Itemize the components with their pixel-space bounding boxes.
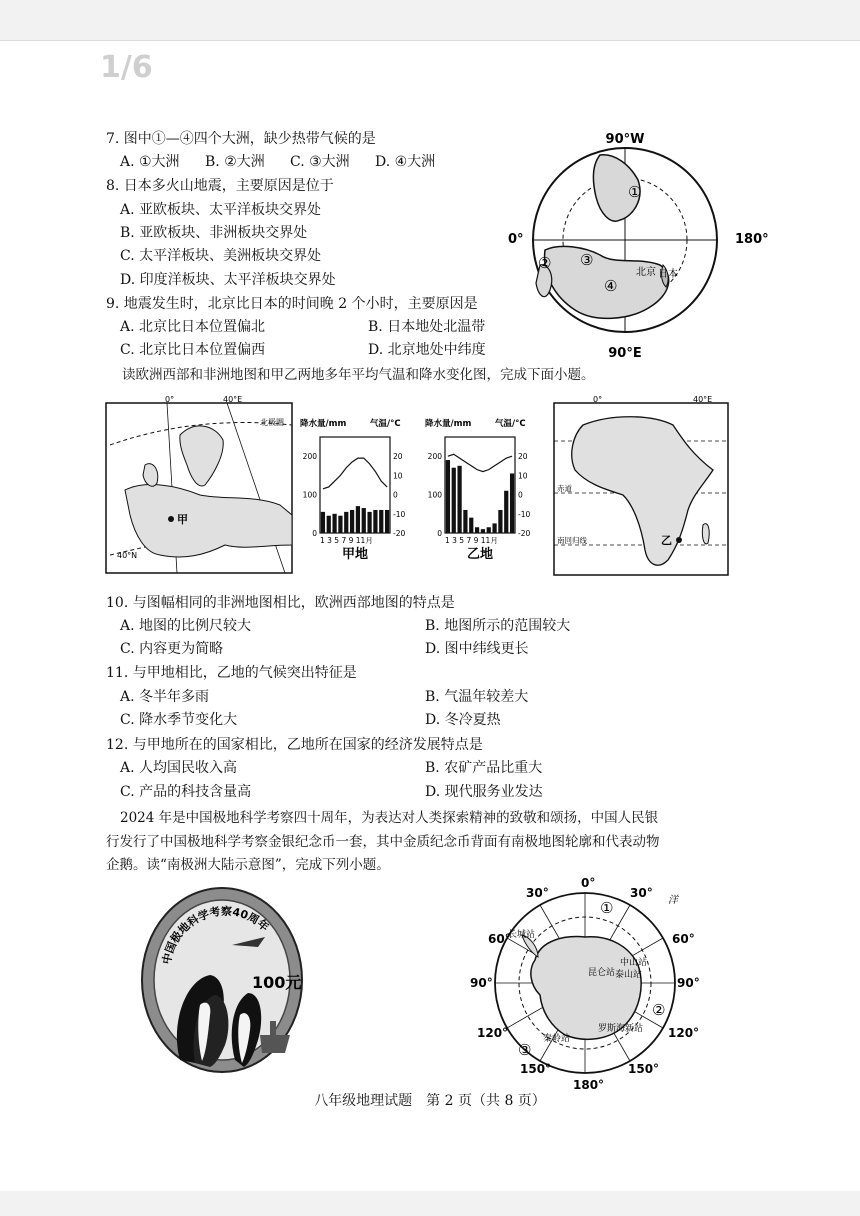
climate_jia-temp-tick: 20	[393, 452, 403, 462]
ant-deg-90w: 90°	[470, 976, 493, 990]
jia-temp-axis-label: 气温/°C	[370, 419, 401, 429]
climate_yi-temp-tick: 10	[518, 471, 528, 481]
climate_jia-precip-bar	[338, 516, 342, 533]
question-10-option-d: D. 图中纬线更长	[425, 641, 529, 657]
ant-deg-120w: 120°	[477, 1026, 509, 1040]
climate_yi-precip-bar	[469, 518, 473, 533]
climate_jia-temp-tick: -20	[393, 529, 406, 538]
question-11-option-a: A. 冬半年多雨	[120, 689, 210, 705]
question-7-stem: 7. 图中①—④四个大洲，缺少热带气候的是	[106, 131, 376, 147]
africa-lon-0: 0°	[593, 395, 603, 404]
africa-lon-40: 40°E	[693, 395, 713, 404]
polar-label-top: 90°W	[605, 132, 645, 147]
antarctica-map	[470, 875, 705, 1092]
page-indicator: 1/6	[100, 50, 153, 85]
climate_jia-precip-tick: 0	[312, 529, 317, 538]
europe-lon-0: 0°	[165, 395, 175, 404]
climate_yi-precip-tick: 200	[427, 452, 442, 462]
question-10-option-a: A. 地图的比例尺较大	[120, 618, 252, 634]
ant-deg-120e: 120°	[668, 1026, 700, 1040]
ant-taishan-station: 泰山站	[615, 970, 643, 980]
polar-continent-2: ②	[538, 254, 552, 272]
polar-beijing-label: 北京	[636, 267, 656, 278]
climate_jia-temp-line	[323, 458, 387, 489]
climate_jia-precip-bar	[379, 510, 383, 533]
question-12-option-a: A. 人均国民收入高	[120, 760, 238, 776]
ant-ocean-label: 洋	[668, 895, 678, 906]
ant-kunlun-station: 昆仑站	[588, 968, 616, 978]
question-11-option-c: C. 降水季节变化大	[120, 712, 238, 728]
climate_yi-precip-bar	[481, 529, 485, 533]
polar-japan-label: 日本	[658, 269, 678, 280]
climate_yi-precip-bar	[492, 523, 496, 533]
question-9-stem: 9. 地震发生时，北京比日本的时间晚 2 个小时，主要原因是	[106, 296, 478, 312]
page-footer: 八年级地理试题 第 2 页（共 8 页）	[314, 1093, 546, 1109]
question-12-option-d: D. 现代服务业发达	[425, 784, 543, 800]
question-9-option-d: D. 北京地处中纬度	[368, 342, 486, 358]
polar-label-bottom: 90°E	[608, 346, 642, 361]
ant-deg-60w: 60°	[488, 932, 511, 946]
ant-deg-90e: 90°	[677, 976, 700, 990]
climate_yi-precip-bar	[457, 466, 461, 533]
north-polar-map	[500, 125, 770, 360]
question-11-stem: 11. 与甲地相比，乙地的气候突出特征是	[106, 665, 357, 681]
ant-luosihai-station: 罗斯海新站	[598, 1024, 644, 1034]
climate_jia-precip-bar	[350, 510, 354, 533]
climate_yi-temp-tick: 0	[518, 490, 523, 500]
question-12-option-c: C. 产品的科技含量高	[120, 784, 252, 800]
intro-text-1: 读欧洲西部和非洲地图和甲乙两地多年平均气温和降水变化图，完成下面小题。	[122, 367, 595, 383]
jia-precip-axis-label: 降水量/mm	[300, 419, 347, 429]
climate_yi-precip-bar	[452, 468, 456, 533]
polar-label-right: 180°	[735, 232, 769, 247]
climate_jia-precip-bar	[385, 510, 389, 533]
europe-lon-40: 40°E	[223, 395, 243, 404]
question-8-option-a: A. 亚欧板块、太平洋板块交界处	[120, 202, 322, 218]
ant-deg-150e: 150°	[628, 1062, 660, 1076]
ant-qinling-station: 秦岭站	[543, 1034, 571, 1044]
question-12-option-b: B. 农矿产品比重大	[425, 760, 543, 776]
question-7-option-c: C. ③大洲	[290, 154, 350, 170]
climate_yi-precip-bar	[475, 527, 479, 533]
ant-deg-30e: 30°	[630, 886, 653, 900]
yi-chart-name: 乙地	[466, 547, 494, 562]
climate_yi-precip-bar	[487, 527, 491, 533]
question-7-option-a: A. ①大洲	[120, 154, 180, 170]
question-9-option-b: B. 日本地处北温带	[368, 319, 486, 335]
climate_jia-precip-bar	[344, 512, 348, 533]
question-9-option-a: A. 北京比日本位置偏北	[120, 319, 266, 335]
europe-point-jia: 甲	[177, 513, 188, 526]
ant-deg-180: 180°	[573, 1078, 605, 1092]
question-12-stem: 12. 与甲地所在的国家相比，乙地所在国家的经济发展特点是	[106, 737, 483, 753]
commemorative-coin	[140, 885, 305, 1075]
africa-tropic-capricorn: 南回归线	[557, 536, 587, 545]
ant-circle-1: ①	[600, 899, 614, 917]
climate_jia-precip-bar	[356, 506, 360, 533]
western-europe-map	[105, 395, 293, 575]
climate_jia-temp-tick: 0	[393, 490, 398, 500]
ant-zhongshan-station: 中山站	[620, 958, 648, 968]
coin-arc-text: 中国极地科学考察40周年	[160, 904, 272, 966]
climate_yi-temp-tick: -10	[518, 509, 531, 519]
polar-label-left: 0°	[508, 232, 524, 247]
climate_yi-precip-bar	[446, 460, 450, 533]
climate_yi-precip-tick: 0	[437, 529, 442, 538]
climate_yi-precip-bar	[504, 491, 508, 533]
climate_yi-temp-tick: -20	[518, 529, 531, 538]
climate_jia-precip-tick: 200	[302, 452, 317, 462]
ant-greatwall-station: 长城站	[508, 930, 536, 940]
ant-circle-2: ②	[652, 1001, 666, 1019]
climate_jia-precip-bar	[367, 512, 371, 533]
yi-temp-axis-label: 气温/°C	[495, 419, 526, 429]
ant-deg-60e: 60°	[672, 932, 695, 946]
climate_yi-precip-bar	[463, 510, 467, 533]
question-8-option-d: D. 印度洋板块、太平洋板块交界处	[120, 272, 336, 288]
climate_yi-precip-tick: 100	[427, 490, 442, 500]
climate_jia-temp-tick: 10	[393, 471, 403, 481]
question-10-option-b: B. 地图所示的范围较大	[425, 618, 571, 634]
climate_jia-temp-tick: -10	[393, 509, 406, 519]
climate-chart-jia	[298, 415, 413, 560]
africa-point-yi: 乙	[661, 534, 672, 547]
climate_jia-month-ticks: 1 3 5 7 9 11月	[320, 536, 373, 545]
climate_jia-precip-bar	[373, 510, 377, 533]
ant-circle-3: ③	[518, 1041, 532, 1059]
europe-arctic-circle: 北极圈	[260, 418, 284, 427]
question-7-option-b: B. ②大洲	[205, 154, 265, 170]
africa-map	[553, 395, 729, 577]
ant-deg-30w: 30°	[526, 886, 549, 900]
climate_yi-precip-bar	[510, 473, 514, 533]
question-9-option-c: C. 北京比日本位置偏西	[120, 342, 266, 358]
climate_yi-temp-tick: 20	[518, 452, 528, 462]
ant-deg-0: 0°	[581, 876, 596, 890]
climate_jia-precip-bar	[327, 516, 331, 533]
question-8-option-c: C. 太平洋板块、美洲板块交界处	[120, 248, 322, 264]
polar-continent-4: ④	[604, 277, 618, 295]
question-8-option-b: B. 亚欧板块、非洲板块交界处	[120, 225, 308, 241]
climate_jia-precip-bar	[332, 514, 336, 533]
question-7-option-d: D. ④大洲	[375, 154, 436, 170]
climate_jia-precip-bar	[321, 512, 325, 533]
coin-denomination: 100元	[252, 973, 302, 992]
climate-chart-yi	[423, 415, 538, 560]
polar-continent-1: ①	[628, 183, 642, 201]
intro-text-2-line-1: 2024 年是中国极地科学考察四十周年，为表达对人类探索精神的致敬和颂扬，中国人民银	[120, 810, 659, 826]
question-11-option-b: B. 气温年较差大	[425, 689, 529, 705]
intro-text-2-line-3: 企鹅。读“南极洲大陆示意图”，完成下列小题。	[106, 857, 390, 873]
yi-precip-axis-label: 降水量/mm	[425, 419, 472, 429]
question-11-option-d: D. 冬冷夏热	[425, 712, 501, 728]
question-10-stem: 10. 与图幅相同的非洲地图相比，欧洲西部地图的特点是	[106, 595, 455, 611]
polar-continent-3: ③	[580, 251, 594, 269]
climate_yi-month-ticks: 1 3 5 7 9 11月	[445, 536, 498, 545]
ant-deg-150w: 150°	[520, 1062, 552, 1076]
question-8-stem: 8. 日本多火山地震，主要原因是位于	[106, 178, 334, 194]
climate_yi-precip-bar	[498, 510, 502, 533]
africa-equator: 赤道	[557, 484, 572, 493]
climate_jia-precip-bar	[362, 508, 366, 533]
europe-lat-40: 40°N	[117, 551, 138, 560]
intro-text-2-line-2: 行发行了中国极地科学考察金银纪念币一套，其中金质纪念币背面有南极地图轮廓和代表动物	[106, 834, 660, 850]
question-10-option-c: C. 内容更为简略	[120, 641, 224, 657]
jia-chart-name: 甲地	[341, 547, 369, 562]
climate_jia-precip-tick: 100	[302, 490, 317, 500]
